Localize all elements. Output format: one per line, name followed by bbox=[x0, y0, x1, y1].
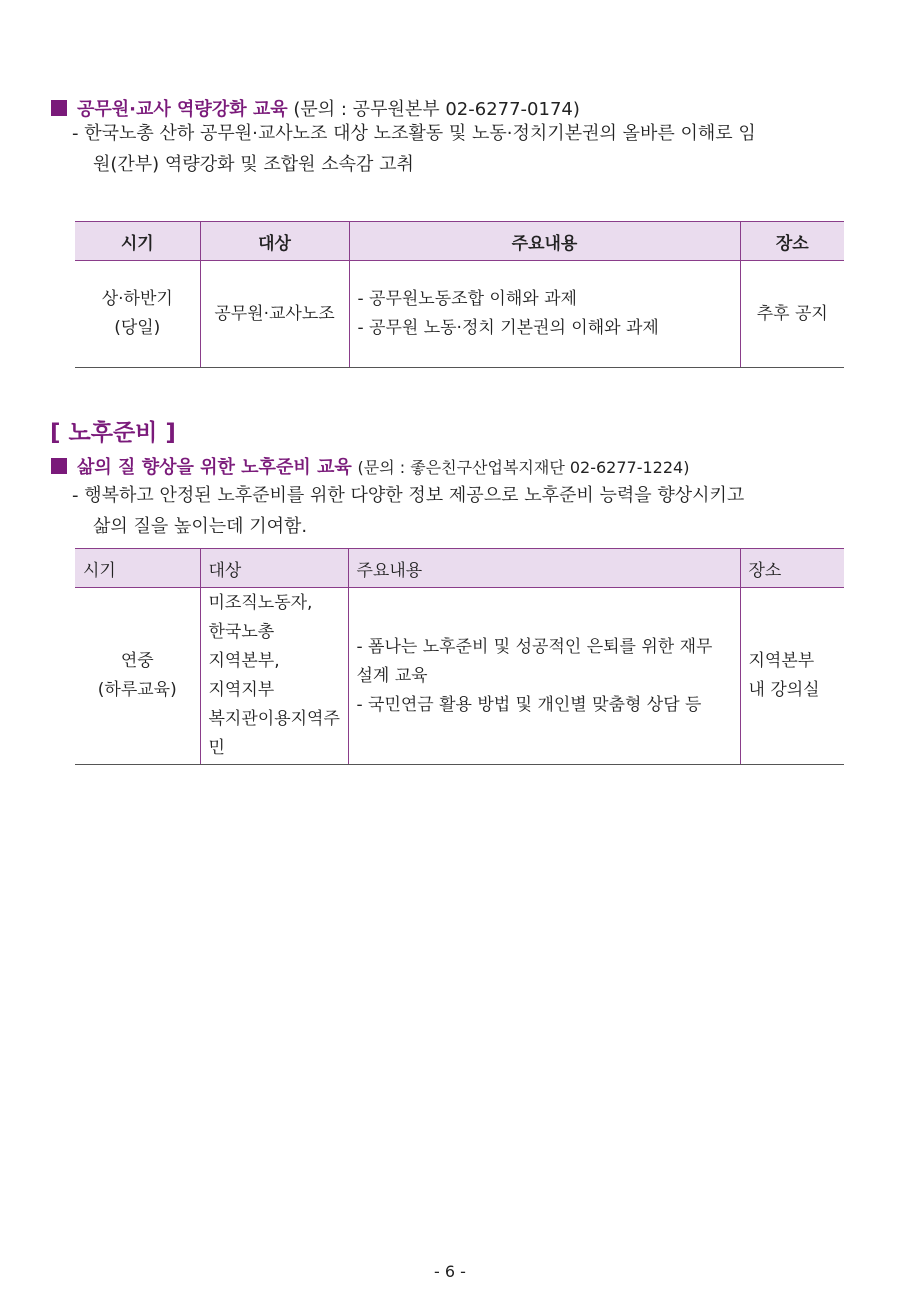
section2-desc-line2: 삶의 질을 높이는데 기여함. bbox=[93, 516, 308, 537]
period-line: 연중 bbox=[120, 651, 154, 671]
section1-title: 공무원·교사 역량강화 교육 bbox=[77, 99, 288, 120]
content-cell bbox=[348, 588, 740, 765]
category-heading: [ 노후준비 ] bbox=[50, 420, 176, 446]
section2-title: 삶의 질 향상을 위한 노후준비 교육 bbox=[77, 457, 352, 478]
period-line: (당일) bbox=[114, 318, 161, 338]
content-cell bbox=[349, 261, 740, 368]
header-target: 대상 bbox=[200, 222, 349, 261]
table-header-row bbox=[75, 222, 844, 261]
target-cell: 공무원·교사노조 bbox=[200, 261, 349, 368]
target-cell bbox=[200, 588, 348, 765]
content-item: - 폼나는 노후준비 및 성공적인 은퇴를 위한 재무 bbox=[356, 636, 713, 657]
table-header-row bbox=[75, 549, 844, 588]
header-target: 대상 bbox=[200, 549, 348, 588]
header-place: 장소 bbox=[740, 549, 844, 588]
target-line: 지역지부 bbox=[208, 680, 275, 700]
period-line: 상·하반기 bbox=[101, 289, 173, 309]
content-item: - 공무원 노동·정치 기본권의 이해와 과제 bbox=[357, 318, 659, 338]
target-line: 한국노총 bbox=[208, 622, 275, 642]
header-period: 시기 bbox=[75, 549, 200, 588]
square-bullet-icon bbox=[51, 100, 67, 116]
section1-table bbox=[75, 221, 844, 368]
target-line: 민 bbox=[208, 738, 225, 758]
section2-desc-line1: - 행복하고 안정된 노후준비를 위한 다양한 정보 제공으로 노후준비 능력을 향상시키고 bbox=[72, 485, 745, 506]
square-bullet-icon bbox=[51, 458, 67, 474]
place-line: 내 강의실 bbox=[748, 680, 820, 700]
period-line: (하루교육) bbox=[97, 680, 177, 700]
table-row bbox=[75, 588, 844, 765]
page-number: - 6 - bbox=[434, 1262, 466, 1281]
period-cell bbox=[75, 261, 200, 368]
place-line: 지역본부 bbox=[748, 651, 815, 671]
place-cell bbox=[740, 588, 844, 765]
section1-desc-line1: - 한국노총 산하 공무원·교사노조 대상 노조활동 및 노동·정치기본권의 올바른 이해로 임 bbox=[72, 123, 756, 144]
section1-desc-line2: 원(간부) 역량강화 및 조합원 소속감 고취 bbox=[93, 154, 414, 175]
header-content: 주요내용 bbox=[349, 222, 740, 261]
period-cell bbox=[75, 588, 200, 765]
table-row bbox=[75, 261, 844, 368]
content-item: - 국민연금 활용 방법 및 개인별 맞춤형 상담 등 bbox=[356, 694, 702, 715]
content-item: - 공무원노동조합 이해와 과제 bbox=[357, 289, 577, 309]
section2-description bbox=[72, 480, 850, 542]
target-line: 지역본부, bbox=[208, 651, 280, 671]
section1-contact: (문의 : 공무원본부 02-6277-0174) bbox=[293, 99, 580, 120]
header-period: 시기 bbox=[75, 222, 200, 261]
target-line: 복지관이용지역주 bbox=[208, 709, 340, 729]
header-content: 주요내용 bbox=[348, 549, 740, 588]
section2-table bbox=[75, 548, 844, 765]
section1-description bbox=[72, 118, 850, 180]
header-place: 장소 bbox=[740, 222, 844, 261]
target-line: 미조직노동자, bbox=[208, 593, 313, 613]
content-item: 설계 교육 bbox=[356, 665, 428, 686]
section2-heading bbox=[51, 453, 689, 479]
section2-contact: (문의 : 좋은친구산업복지재단 02-6277-1224) bbox=[357, 458, 690, 477]
place-cell: 추후 공지 bbox=[740, 261, 844, 368]
